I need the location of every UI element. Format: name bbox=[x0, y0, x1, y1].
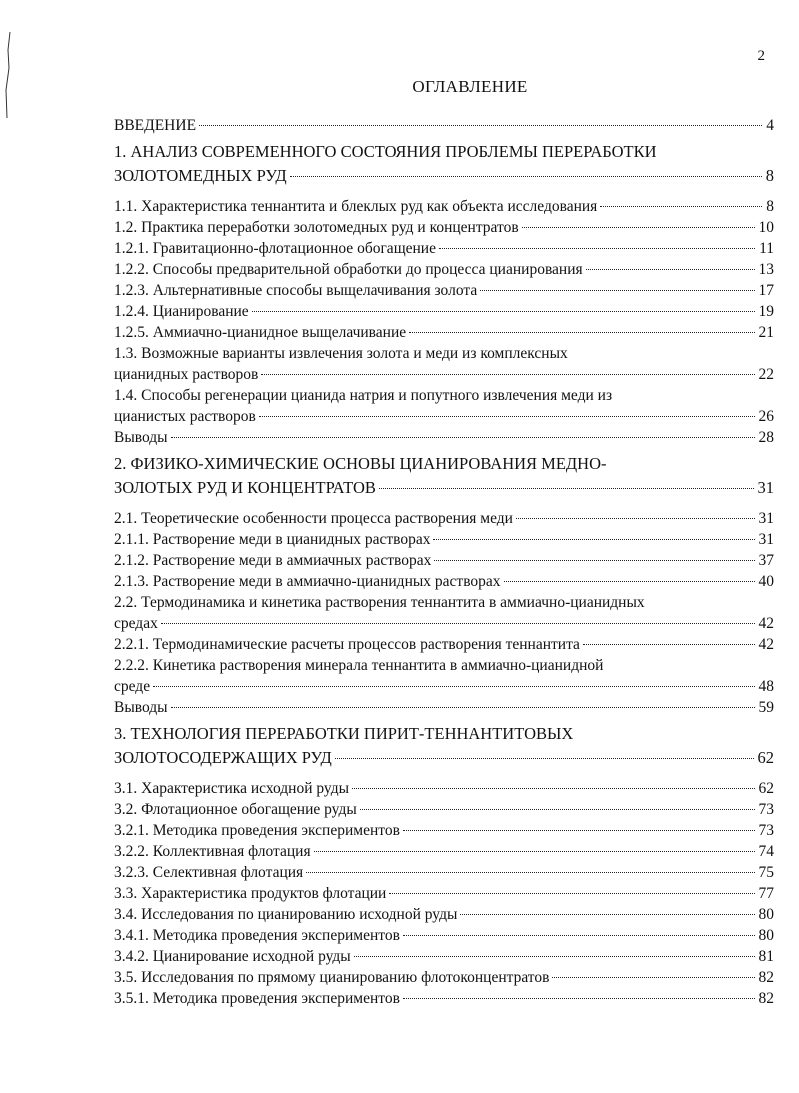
toc-entry-page: 75 bbox=[758, 864, 774, 881]
toc-entry-title-line1: 3. ТЕХНОЛОГИЯ ПЕРЕРАБОТКИ ПИРИТ-ТЕННАНТИТОВЫХ bbox=[114, 724, 574, 743]
toc-entry-page: 74 bbox=[758, 843, 774, 860]
dot-leader bbox=[379, 488, 754, 489]
toc-entry-page: 73 bbox=[758, 801, 774, 818]
dot-leader bbox=[335, 758, 754, 759]
toc-entry-page: 80 bbox=[758, 927, 774, 944]
toc-entry-page: 42 bbox=[758, 636, 774, 653]
dot-leader bbox=[259, 416, 755, 417]
toc-entry bbox=[114, 697, 774, 718]
toc-entry bbox=[114, 592, 774, 634]
toc-entry-title-line1: 1.4. Способы регенерации цианида натрия и попутного извлечения меди из bbox=[114, 387, 613, 404]
toc-entry-page: 22 bbox=[758, 366, 774, 383]
dot-leader bbox=[360, 809, 755, 810]
toc-entry-page: 77 bbox=[758, 885, 774, 902]
toc-entry-page: 28 bbox=[758, 429, 774, 446]
dot-leader bbox=[306, 872, 754, 873]
toc-chapter bbox=[114, 452, 774, 500]
toc-entry-title: 3.5.1. Методика проведения экспериментов bbox=[114, 990, 400, 1007]
toc-title: ОГЛАВЛЕНИЕ bbox=[412, 77, 528, 96]
dot-leader bbox=[403, 830, 755, 831]
toc-entry-page: 31 bbox=[758, 531, 774, 548]
toc-entry bbox=[114, 301, 774, 322]
toc-entry bbox=[114, 634, 774, 655]
toc-entry-title: среде bbox=[114, 678, 151, 695]
dot-leader bbox=[409, 332, 754, 333]
toc-entry-page: 26 bbox=[758, 408, 774, 425]
toc-entry-page: 8 bbox=[765, 166, 774, 185]
dot-leader bbox=[171, 437, 755, 438]
toc-entry bbox=[114, 115, 774, 136]
toc-entry-page: 42 bbox=[758, 615, 774, 632]
toc-entry-title: ЗОЛОТЫХ РУД И КОНЦЕНТРАТОВ bbox=[114, 478, 376, 497]
toc-entry-page: 62 bbox=[758, 780, 774, 797]
toc-entry bbox=[114, 904, 774, 925]
dot-leader bbox=[583, 644, 755, 645]
toc-entry bbox=[114, 799, 774, 820]
toc-entry-title: средах bbox=[114, 615, 158, 632]
toc-entry-title: 1.2.2. Способы предварительной обработки до процесса цианирования bbox=[114, 261, 583, 278]
toc-entry-page: 17 bbox=[758, 282, 774, 299]
toc-entry-title: 1.2. Практика переработки золотомедных руд и концентратов bbox=[114, 219, 519, 236]
dot-leader bbox=[600, 206, 762, 207]
toc-entry-title: цианидных растворов bbox=[114, 366, 259, 383]
toc-entry bbox=[114, 427, 774, 448]
dot-leader bbox=[153, 686, 754, 687]
toc-entry-page: 73 bbox=[758, 822, 774, 839]
toc-entry-page: 82 bbox=[758, 990, 774, 1007]
toc-entry-title: 1.2.1. Гравитационно-флотационное обогащение bbox=[114, 240, 436, 257]
table-of-contents bbox=[114, 115, 774, 1009]
toc-entry-page: 21 bbox=[758, 324, 774, 341]
toc-entry-page: 81 bbox=[758, 948, 774, 965]
toc-entry-page: 59 bbox=[758, 699, 774, 716]
dot-leader bbox=[161, 623, 755, 624]
toc-entry-page: 31 bbox=[758, 510, 774, 527]
toc-entry-title: 3.3. Характеристика продуктов флотации bbox=[114, 885, 387, 902]
toc-entry bbox=[114, 217, 774, 238]
toc-entry-title: 3.2.3. Селективная флотация bbox=[114, 864, 304, 881]
toc-entry bbox=[114, 841, 774, 862]
toc-entry-title-line1: 1.3. Возможные варианты извлечения золота и меди из комплексных bbox=[114, 345, 568, 362]
toc-entry-title: 3.4. Исследования по цианированию исходной руды bbox=[114, 906, 458, 923]
dot-leader bbox=[352, 788, 754, 789]
toc-entry-title: 2.1.3. Растворение меди в аммиачно-цианидных растворах bbox=[114, 573, 501, 590]
toc-entry-page: 37 bbox=[758, 552, 774, 569]
toc-entry-title: 2.1.1. Растворение меди в цианидных растворах bbox=[114, 531, 431, 548]
toc-entry-title: 1.1. Характеристика теннантита и блеклых руд как объекта исследования bbox=[114, 198, 598, 215]
toc-entry bbox=[114, 883, 774, 904]
dot-leader bbox=[434, 560, 754, 561]
dot-leader bbox=[389, 893, 754, 894]
toc-entry-title: 3.4.1. Методика проведения экспериментов bbox=[114, 927, 400, 944]
toc-entry bbox=[114, 967, 774, 988]
toc-entry-title: 1.2.5. Аммиачно-цианидное выщелачивание bbox=[114, 324, 407, 341]
dot-leader bbox=[314, 851, 755, 852]
toc-chapter bbox=[114, 140, 774, 188]
toc-entry-title-line1: 1. АНАЛИЗ СОВРЕМЕННОГО СОСТОЯНИЯ ПРОБЛЕМЫ ПЕРЕРАБОТКИ bbox=[114, 142, 657, 161]
dot-leader bbox=[439, 248, 755, 249]
dot-leader bbox=[522, 227, 755, 228]
dot-leader bbox=[516, 518, 755, 519]
dot-leader bbox=[586, 269, 755, 270]
toc-entry bbox=[114, 322, 774, 343]
toc-entry bbox=[114, 196, 774, 217]
toc-entry-title-line1: 2.2.2. Кинетика растворения минерала теннантита в аммиачно-цианидной bbox=[114, 657, 604, 674]
toc-entry bbox=[114, 343, 774, 385]
toc-entry-title-line1: 2.2. Термодинамика и кинетика растворения теннантита в аммиачно-цианидных bbox=[114, 594, 645, 611]
dot-leader bbox=[460, 914, 754, 915]
toc-entry-page: 40 bbox=[758, 573, 774, 590]
dot-leader bbox=[504, 581, 755, 582]
dot-leader bbox=[480, 290, 754, 291]
dot-leader bbox=[354, 956, 755, 957]
dot-leader bbox=[433, 539, 754, 540]
toc-entry-title: Выводы bbox=[114, 699, 168, 716]
toc-entry-title: Выводы bbox=[114, 429, 168, 446]
toc-entry-title: 3.5. Исследования по прямому цианированию флотоконцентратов bbox=[114, 969, 550, 986]
toc-entry-page: 31 bbox=[757, 478, 774, 497]
dot-leader bbox=[252, 311, 755, 312]
toc-entry bbox=[114, 655, 774, 697]
toc-entry-title: ЗОЛОТОМЕДНЫХ РУД bbox=[114, 166, 287, 185]
toc-entry bbox=[114, 862, 774, 883]
toc-entry bbox=[114, 778, 774, 799]
toc-entry-title-line1: 2. ФИЗИКО-ХИМИЧЕСКИЕ ОСНОВЫ ЦИАНИРОВАНИЯ МЕДНО- bbox=[114, 454, 607, 473]
dot-leader bbox=[403, 998, 755, 999]
toc-entry-title: 3.4.2. Цианирование исходной руды bbox=[114, 948, 351, 965]
toc-entry bbox=[114, 820, 774, 841]
toc-entry bbox=[114, 550, 774, 571]
toc-entry-title: цианистых растворов bbox=[114, 408, 256, 425]
toc-entry bbox=[114, 946, 774, 967]
toc-entry bbox=[114, 988, 774, 1009]
toc-entry-page: 4 bbox=[766, 117, 774, 134]
dot-leader bbox=[199, 125, 762, 126]
toc-entry-page: 13 bbox=[758, 261, 774, 278]
dot-leader bbox=[403, 935, 755, 936]
toc-entry-title: 3.2.1. Методика проведения экспериментов bbox=[114, 822, 400, 839]
toc-entry-title: 3.2.2. Коллективная флотация bbox=[114, 843, 311, 860]
dot-leader bbox=[552, 977, 754, 978]
toc-entry-title: 1.2.4. Цианирование bbox=[114, 303, 249, 320]
toc-entry-title: 1.2.3. Альтернативные способы выщелачивания золота bbox=[114, 282, 478, 299]
toc-entry bbox=[114, 238, 774, 259]
toc-entry bbox=[114, 925, 774, 946]
margin-scan-mark bbox=[3, 30, 13, 120]
toc-entry-page: 62 bbox=[757, 748, 774, 767]
toc-entry-title: ЗОЛОТОСОДЕРЖАЩИХ РУД bbox=[114, 748, 332, 767]
page-number: 2 bbox=[757, 48, 765, 64]
toc-entry-page: 80 bbox=[758, 906, 774, 923]
dot-leader bbox=[261, 374, 754, 375]
toc-entry-page: 48 bbox=[758, 678, 774, 695]
toc-entry bbox=[114, 508, 774, 529]
toc-entry-title: 2.1.2. Растворение меди в аммиачных растворах bbox=[114, 552, 432, 569]
dot-leader bbox=[171, 707, 755, 708]
toc-entry-page: 11 bbox=[759, 240, 774, 257]
toc-chapter bbox=[114, 722, 774, 770]
toc-entry-title: 2.2.1. Термодинамические расчеты процессов растворения теннантита bbox=[114, 636, 580, 653]
toc-entry bbox=[114, 280, 774, 301]
dot-leader bbox=[290, 176, 762, 177]
toc-entry-page: 19 bbox=[758, 303, 774, 320]
toc-entry bbox=[114, 529, 774, 550]
toc-entry bbox=[114, 385, 774, 427]
toc-entry-title: 3.1. Характеристика исходной руды bbox=[114, 780, 350, 797]
toc-entry bbox=[114, 259, 774, 280]
toc-entry-title: 2.1. Теоретические особенности процесса растворения меди bbox=[114, 510, 513, 527]
toc-entry-title: 3.2. Флотационное обогащение руды bbox=[114, 801, 357, 818]
toc-entry-title: ВВЕДЕНИЕ bbox=[114, 117, 197, 134]
toc-entry bbox=[114, 571, 774, 592]
toc-entry-page: 8 bbox=[766, 198, 774, 215]
toc-entry-page: 10 bbox=[758, 219, 774, 236]
toc-entry-page: 82 bbox=[758, 969, 774, 986]
